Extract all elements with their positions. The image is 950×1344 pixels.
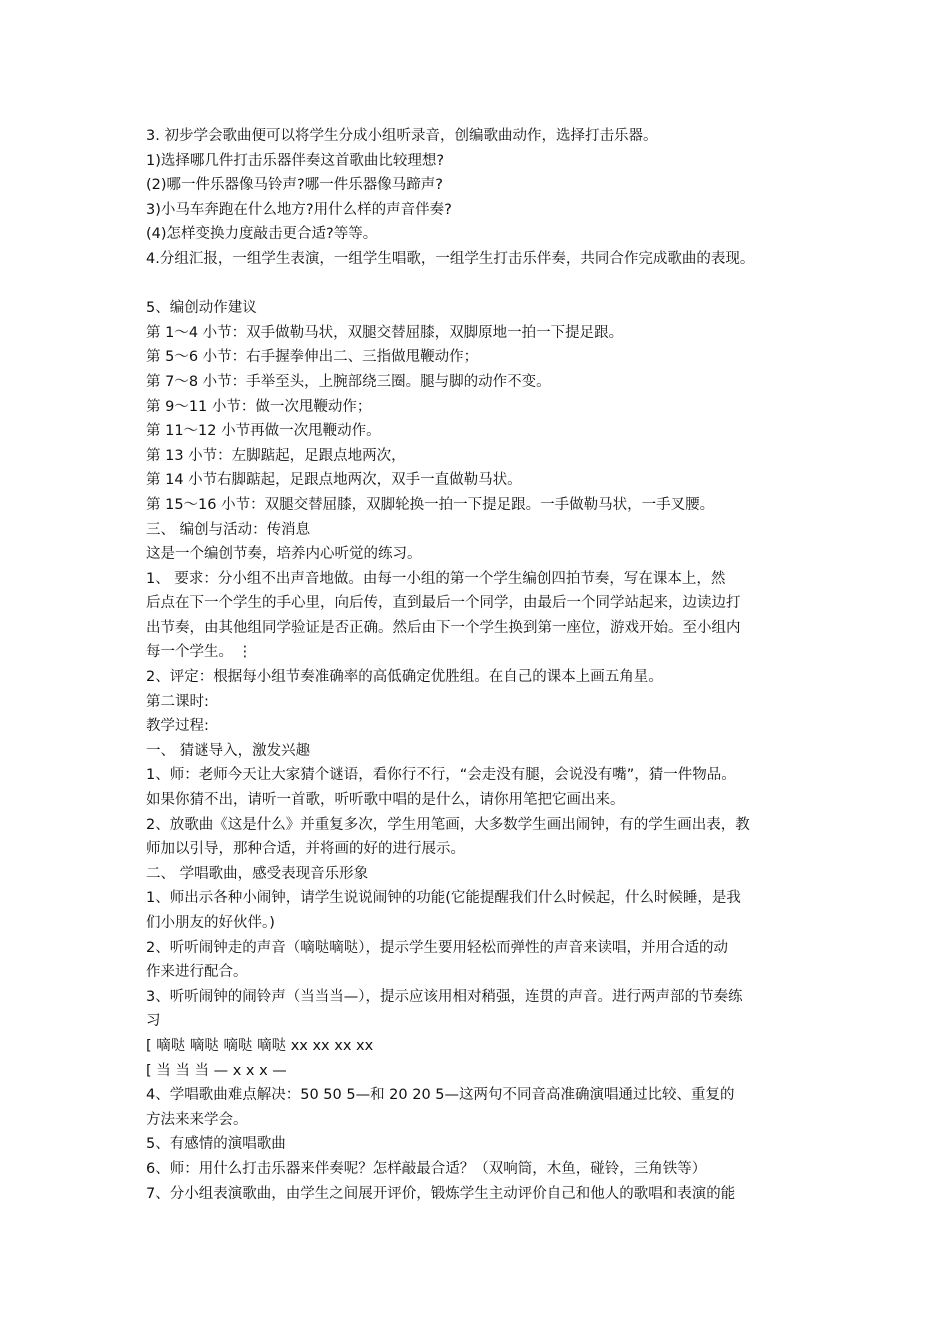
text-line: 习 [146,1013,161,1030]
text-line: 每一个学生。 ⋮ [146,644,253,661]
text-line: 们小朋友的好伙伴。) [146,915,275,931]
section-heading: 二、 学唱歌曲，感受表现音乐形象 [146,865,369,882]
text-line: 4、学唱歌曲难点解决：50 50 5—和 20 20 5—这两句不同音高准确演唱通过比较、重复的 [146,1087,735,1104]
text-line: 1、 要求：分小组不出声音地做。由每一小组的第一个学生编创四拍节奏，写在课本上，然 [146,570,726,587]
section-heading: 一、 猜谜导入，激发兴趣 [146,742,311,759]
text-line: 出节奏，由其他组同学验证是否正确。然后由下一个学生换到第一座位，游戏开始。至小组内 [146,619,741,636]
text-line: 7、分小组表演歌曲，由学生之间展开评价，锻炼学生主动评价自己和他人的歌唱和表演的能 [146,1185,736,1202]
rhythm-line: [ 当 当 当 — x x x — [146,1062,287,1079]
text-line: 作来进行配合。 [146,964,248,981]
section-heading: 教学过程: [146,718,209,735]
text-line: 3、听听闹钟的闹铃声（当当当—），提示应该用相对稍强，连贯的声音。进行两声部的节奏练 [146,988,743,1005]
text-line: 如果你猜不出，请听一首歌，听听歌中唱的是什么，请你用笔把它画出来。 [146,792,625,809]
section-heading: 三、 编创与活动：传消息 [146,521,311,538]
text-line: 师加以引导，那种合适，并将画的好的进行展示。 [146,841,465,858]
text-line: 后点在下一个学生的手心里，向后传，直到最后一个同学，由最后一个同学站起来，边读边打 [146,595,741,612]
text-line: 第 15～16 小节：双腿交替屈膝，双脚轮换一拍一下提足跟。一手做勒马状，一手叉腰。 [146,496,715,513]
rhythm-line: [ 嘀哒 嘀哒 嘀哒 嘀哒 xx xx xx xx [146,1037,374,1054]
text-line: 3)小马车奔跑在什么地方?用什么样的声音伴奏? [146,201,452,218]
text-line: 6、师：用什么打击乐器来伴奏呢？怎样敲最合适？（双响筒，木鱼，碰铃，三角铁等） [146,1160,707,1177]
section-heading: 第二课时: [146,693,209,710]
text-line: 第 5～6 小节：右手握拳伸出二、三指做甩鞭动作； [146,349,479,366]
text-line: 第 1～4 小节：双手做勒马状，双腿交替屈膝，双脚原地一拍一下提足跟。 [146,324,624,341]
text-line: 2、听听闹钟走的声音（嘀哒嘀哒），提示学生要用轻松而弹性的声音来读唱，并用合适的动 [146,939,728,956]
text-line: 第 14 小节右脚踮起，足跟点地两次，双手一直做勒马状。 [146,472,522,489]
text-line: 4.分组汇报，一组学生表演，一组学生唱歌，一组学生打击乐伴奏，共同合作完成歌曲的表现。 [146,250,755,267]
document-body [146,124,826,1206]
text-line: 5、有感情的演唱歌曲 [146,1136,286,1153]
text-line: 2、评定：根据每小组节奏准确率的高低确定优胜组。在自己的课本上画五角星。 [146,669,663,686]
text-line: 1)选择哪几件打击乐器伴奏这首歌曲比较理想? [146,152,445,169]
text-line: 这是一个编创节奏，培养内心听觉的练习。 [146,546,422,563]
blank-line [146,272,826,297]
text-line: 第 11～12 小节再做一次甩鞭动作。 [146,423,381,440]
text-line: 方法来来学会。 [146,1111,248,1128]
text-line: 2、放歌曲《这是什么》并重复多次，学生用笔画，大多数学生画出闹钟，有的学生画出表，教 [146,816,750,833]
text-line: 第 9～11 小节：做一次甩鞭动作； [146,398,372,415]
text-line: (4)怎样变换力度敲击更合适?等等。 [146,226,378,243]
text-line: 1、师：老师今天让大家猜个谜语，看你行不行，“会走没有腿，会说没有嘴”，猜一件物品。 [146,767,736,784]
text-line: 3. 初步学会歌曲便可以将学生分成小组听录音，创编歌曲动作，选择打击乐器。 [146,128,658,144]
text-line: 第 7～8 小节：手举至头，上腕部绕三圈。腿与脚的动作不变。 [146,373,551,390]
text-line: 1、师出示各种小闹钟，请学生说说闹钟的功能(它能提醒我们什么时候起，什么时候睡，是我 [146,890,741,907]
section-heading: 5、编创动作建议 [146,300,257,317]
text-line: 第 13 小节：左脚踮起，足跟点地两次， [146,447,406,464]
text-line: (2)哪一件乐器像马铃声?哪一件乐器像马蹄声? [146,177,443,194]
